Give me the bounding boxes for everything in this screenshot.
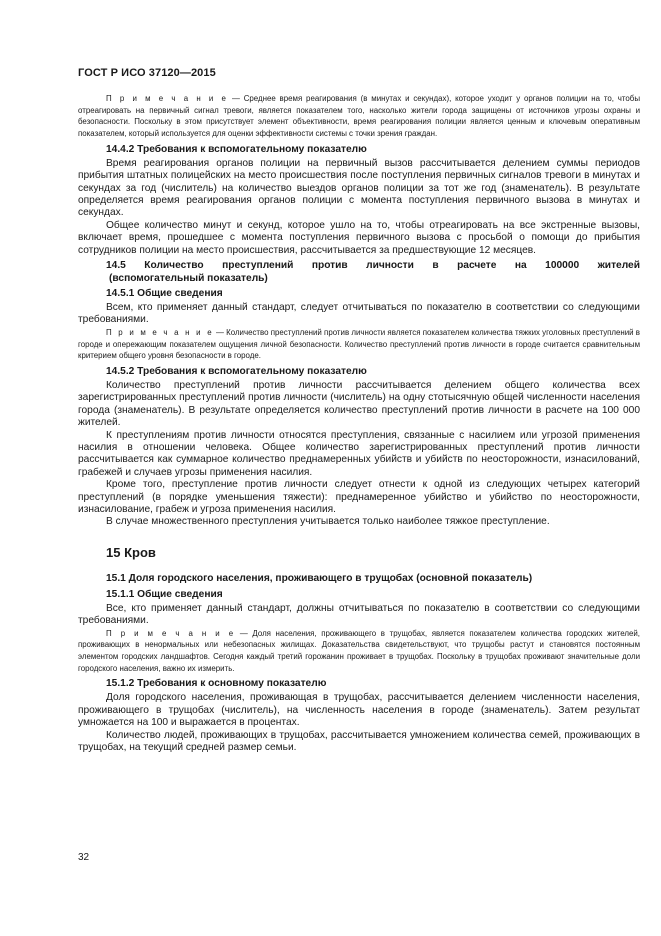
document-body	[78, 93, 640, 755]
note-text: — Количество преступлений против личности является показателем количества тяжких уголовных преступлений в городе и опережающим показателем ощущения личной безопасности. Количество преступлений против личности в городе считается сравнительным критерием общего уровня безопасности в городе.	[78, 327, 640, 361]
body-paragraph: Количество людей, проживающих в трущобах, рассчитывается умножением количества семей, проживающих в трущобах, на текущий средней размер семьи.	[78, 729, 640, 754]
body-paragraph: Время реагирования органов полиции на первичный вызов рассчитывается делением суммы периодов прибытия штатных полицейских на место происшествия после поступления первичных сигналов тревоги в минутах и секундах за год (числитель) на количество выездов органов полиции за тот же год (знаменатель). В результате определяется время реагирования органов полиции с момента поступления первичного вызова в минутах и секундах.	[78, 157, 640, 219]
section-heading-14-5-1: 14.5.1 Общие сведения	[106, 288, 223, 300]
page-number: 32	[78, 852, 90, 863]
note-label: П р и м е ч а н и е	[106, 94, 229, 103]
body-paragraph: Доля городского населения, проживающая в трущобах, рассчитывается делением численности населения, проживающего в трущобах (числитель), на численность населения в городе (знаменатель). Затем результат умножается на 100 и выражается в процентах.	[78, 692, 640, 729]
note-label: П р и м е ч а н и е	[106, 327, 214, 337]
note-paragraph	[78, 628, 640, 675]
note-paragraph	[78, 93, 640, 140]
body-paragraph: Общее количество минут и секунд, которое ушло на то, чтобы отреагировать на все экстренные вызовы, включает время, прошедшее с момента поступления первичного вызова с просьбой о помощи до прибытия сотрудников полиции на место происшествия, рассчитывается за предшествующие 12 месяцев.	[78, 219, 640, 256]
body-paragraph: Всем, кто применяет данный стандарт, следует отчитываться по показателю в соответствии со следующими требованиями.	[78, 302, 640, 326]
document-header: ГОСТ Р ИСО 37120—2015	[78, 67, 216, 79]
note-text: — Доля населения, проживающего в трущобах, является показателем количества городских жителей, проживающих в ненормальных или небезопасных жилищах. Доказательства свидетельствуют, что трущобы растут и становятся постоянным элементом городских ландшафтов. Сегодня каждый третий горожанин проживает в трущобах. Поскольку в трущобах проживают значительные доли городского населения, важно их измерить.	[78, 628, 640, 673]
note-paragraph	[78, 327, 640, 362]
heading-line-2: (вспомогательный показатель)	[109, 272, 268, 284]
body-paragraph: Все, кто применяет данный стандарт, должны отчитываться по показателю в соответствии со следующими требованиями.	[78, 602, 640, 627]
body-paragraph: Количество преступлений против личности рассчитывается делением общего количества всех зарегистрированных преступлений против личности (числитель) на одну стотысячную общей численности населения города (знаменатель). В результате определяется количество преступлений против личности в расчете на 100 000 жителей.	[78, 379, 640, 429]
heading-line-1: 14.5 Количество преступлений против личности в расчете на 100000 жителей	[106, 260, 640, 272]
note-label: П р и м е ч а н и е	[106, 628, 236, 638]
body-paragraph: К преступлениям против личности относятся преступления, связанные с насилием или угрозой применения насилия в отношении человека. Общее количество зарегистрированных преступлений против личности рассчитывается как суммарное количество преднамеренных убийств и убийств по неосторожности, изнасилований, грабежей и случаев угрозы применения насилия.	[78, 429, 640, 478]
note-text: — Среднее время реагирования (в минутах и секундах), которое уходит у органов полиции на то, чтобы отреагировать на первичный сигнал тревоги, является показателем того, насколько жители города защищены от источников угрозы охраны и безопасности. Поскольку в этом присутствует элемент объективности, время реагирования полиции является ценным и ключевым оперативным показателем, который используется для оценки эффективности системы с точки зрения граждан.	[78, 94, 640, 139]
body-paragraph: Кроме того, преступление против личности следует отнести к одной из следующих четырех категорий преступлений (в порядке уменьшения тяжести): преднамеренное убийство и убийство по неосторожности, изнасилование, грабеж и угроза применения насилия.	[78, 479, 640, 516]
section-heading-14-5-2: 14.5.2 Требования к вспомогательному показателю	[106, 365, 367, 377]
section-heading-14-5	[78, 260, 640, 285]
section-heading-14-4-2: 14.4.2 Требования к вспомогательному показателю	[106, 143, 367, 155]
section-heading-15-1-1: 15.1.1 Общие сведения	[106, 588, 223, 600]
section-heading-15-1-2: 15.1.2 Требования к основному показателю	[106, 678, 327, 690]
body-paragraph: В случае множественного преступления учитывается только наиболее тяжкое преступление.	[106, 516, 550, 528]
section-heading-15: 15 Кров	[106, 544, 156, 560]
section-heading-15-1: 15.1 Доля городского населения, проживающего в трущобах (основной показатель)	[106, 572, 533, 584]
